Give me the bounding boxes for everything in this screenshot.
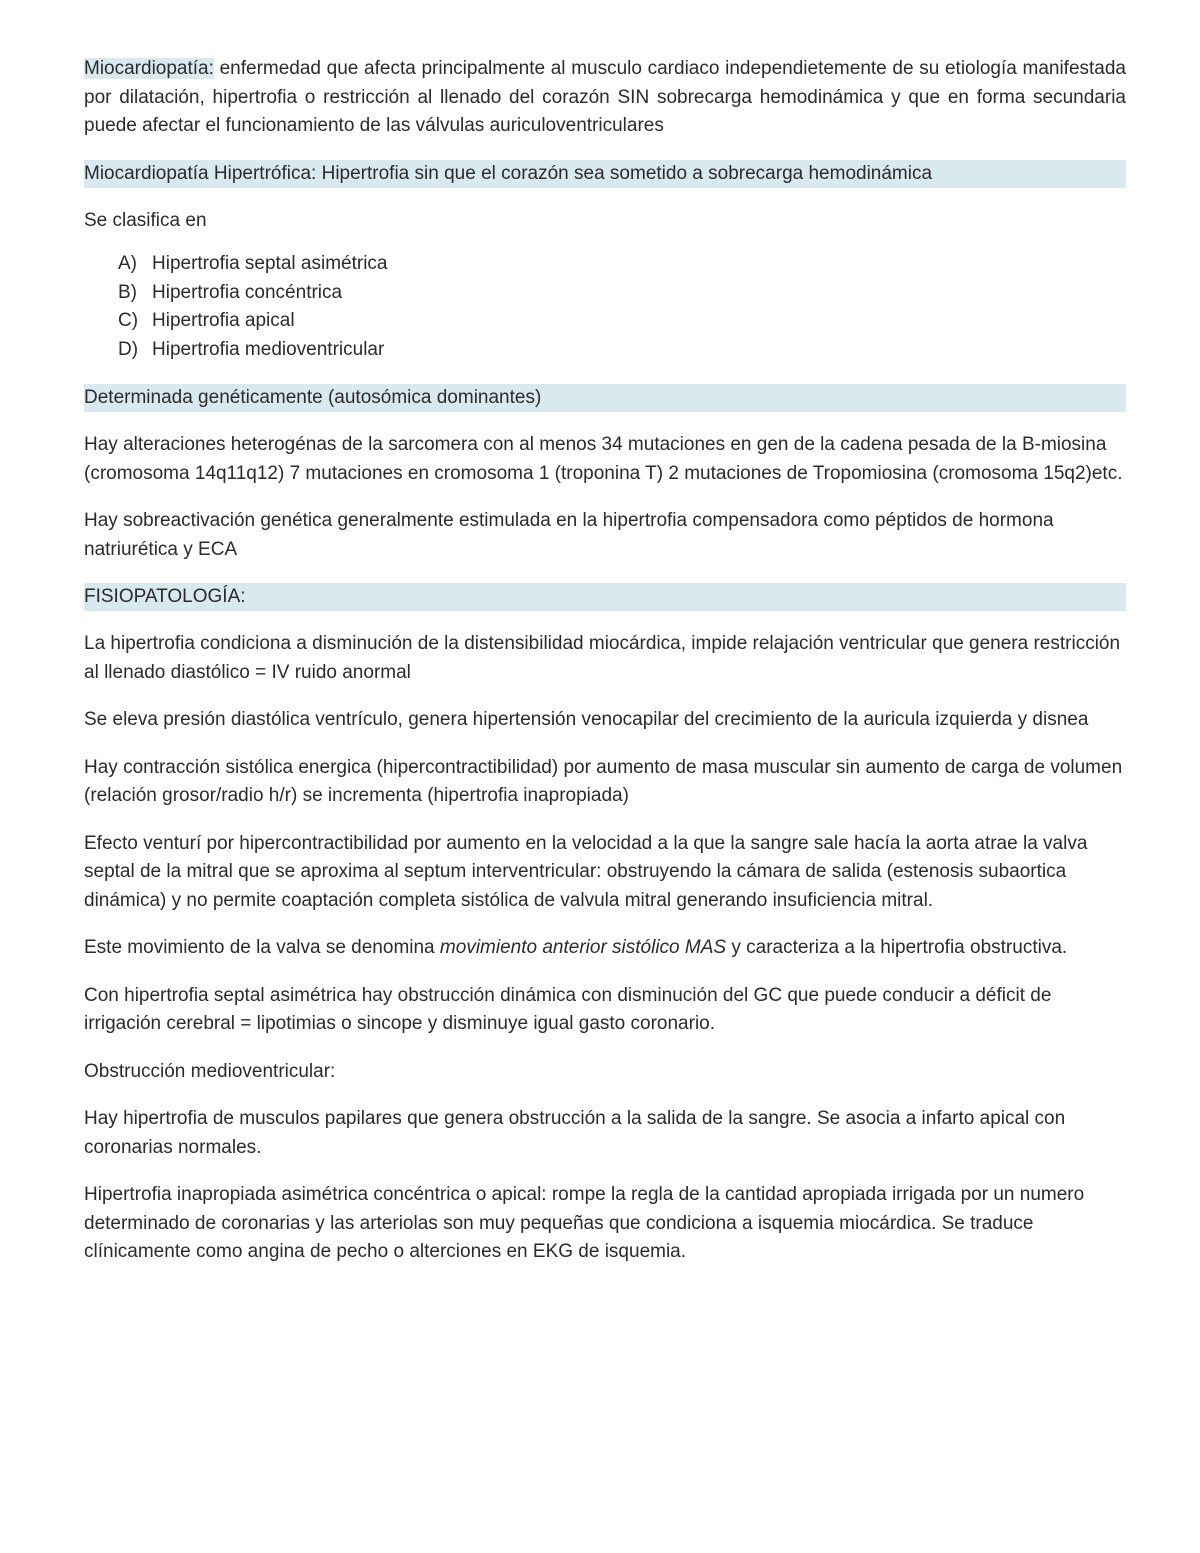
document-page bbox=[84, 55, 1126, 1286]
heading-fisiopatologia: FISIOPATOLOGÍA: bbox=[84, 583, 1126, 611]
list-item-label: Hipertrofia septal asimétrica bbox=[152, 253, 388, 274]
paragraph-contraccion: Hay contracción sistólica energica (hipercontractibilidad) por aumento de masa muscular sin aumento de carga de volumen (relación grosor/radio h/r) se incrementa (hipertrofia inapropiada) bbox=[84, 756, 1123, 806]
paragraph-obstruccion-title: Obstrucción medioventricular: bbox=[84, 1060, 336, 1082]
list-item bbox=[84, 336, 1126, 365]
paragraph-sobreactivacion: Hay sobreactivación genética generalmente estimulada en la hipertrofia compensadora como péptidos de hormona natriurética y ECA bbox=[84, 510, 1054, 560]
list-item-label: Hipertrofia concéntrica bbox=[152, 281, 343, 303]
list-item-label: Hipertrofia medioventricular bbox=[152, 338, 385, 360]
list-marker: C) bbox=[118, 310, 139, 331]
list-item bbox=[84, 250, 1126, 279]
list-marker: D) bbox=[118, 338, 139, 360]
movimiento-before: Este movimiento de la valva se denomina bbox=[84, 937, 440, 958]
intro-text: enfermedad que afecta principalmente al musculo cardiaco independietemente de su etiología manifestada por dilatación, hipertrofia o restricción al llenado del corazón SIN sobrecarga hemodinámica y que en forma secundaria puede afectar el funcionamiento de las válvulas auriculoventriculares bbox=[84, 58, 1126, 136]
paragraph-alteraciones: Hay alteraciones heterogénas de la sarcomera con al menos 34 mutaciones en gen de la cadena pesada de la B-miosina (cromosoma 14q11q12) 7 mutaciones en cromosoma 1 (troponina T) 2 mutaciones de Tropomiosina (cromosoma 15q2)etc. bbox=[84, 434, 1123, 484]
list-marker: B) bbox=[118, 281, 137, 303]
paragraph-inapropiada: Hipertrofia inapropiada asimétrica concéntrica o apical: rompe la regla de la cantidad apropiada irrigada por un numero determinado de coronarias y las arteriolas son muy pequeñas que condiciona a isquemia miocárdica. Se traduce clínicamente como angina de pecho o alterciones en EKG de isquemia. bbox=[84, 1184, 1085, 1262]
paragraph-eleva-presion: Se eleva presión diastólica ventrículo, genera hipertensión venocapilar del crecimiento de la auricula izquierda y disnea bbox=[84, 709, 1089, 730]
movimiento-after: y caracteriza a la hipertrofia obstructiva. bbox=[731, 937, 1068, 958]
clasificacion-list bbox=[84, 250, 1126, 364]
clasifica-text: Se clasifica en bbox=[84, 209, 207, 231]
intro-term: Miocardiopatía: bbox=[84, 58, 214, 79]
intro-paragraph bbox=[84, 55, 1126, 141]
list-item bbox=[84, 279, 1126, 308]
list-marker: A) bbox=[118, 253, 137, 274]
list-item-label: Hipertrofia apical bbox=[152, 310, 295, 331]
paragraph-musculos: Hay hipertrofia de musculos papilares que genera obstrucción a la salida de la sangre. Se asocia a infarto apical con coronarias normales. bbox=[84, 1108, 1066, 1158]
heading-hipertrofica: Miocardiopatía Hipertrófica: Hipertrofia sin que el corazón sea sometido a sobrecarga hemodinámica bbox=[84, 160, 1126, 188]
paragraph-septal: Con hipertrofia septal asimétrica hay obstrucción dinámica con disminución del GC que puede conducir a déficit de irrigación cerebral = lipotimias o sincope y disminuye igual gasto coronario. bbox=[84, 984, 1052, 1034]
paragraph-hipertrofia-condiciona: La hipertrofia condiciona a disminución de la distensibilidad miocárdica, impide relajación ventricular que genera restricción al llenado diastólico = IV ruido anormal bbox=[84, 633, 1121, 683]
movimiento-italic: movimiento anterior sistólico MAS bbox=[439, 937, 732, 958]
list-item bbox=[84, 307, 1126, 336]
heading-genetica: Determinada genéticamente (autosómica dominantes) bbox=[84, 384, 1126, 412]
paragraph-movimiento bbox=[84, 934, 1126, 963]
paragraph-venturi: Efecto venturí por hipercontractibilidad por aumento en la velocidad a la que la sangre sale hacía la aorta atrae la valva septal de la mitral que se aproxima al septum interventricular: obstruyendo la cámara de salida (estenosis subaortica dinámica) y no permite coaptación completa sistólica de valvula mitral generando insuficiencia mitral. bbox=[84, 832, 1088, 911]
